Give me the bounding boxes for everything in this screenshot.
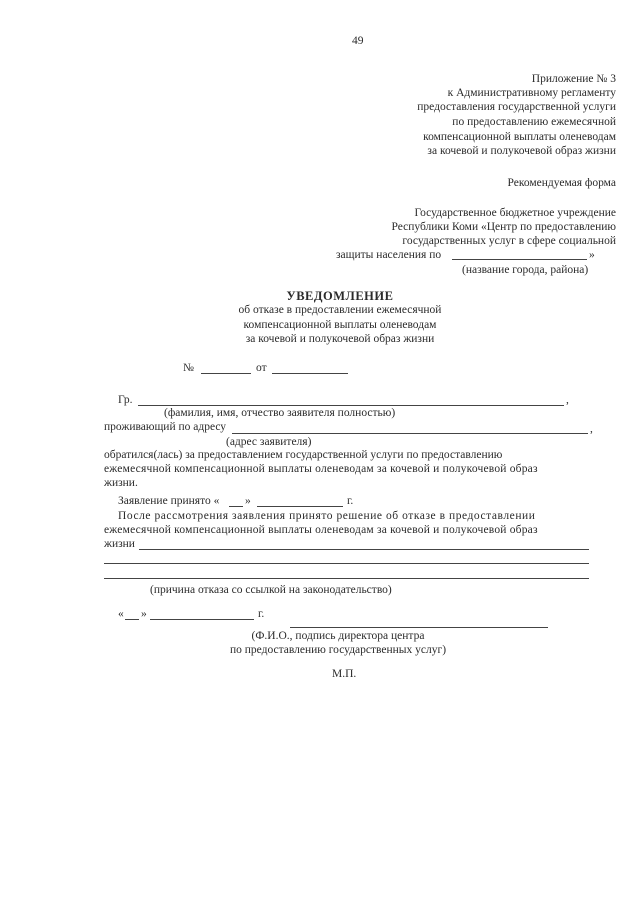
accepted-prefix: Заявление принято « [118,495,220,507]
signature-date-suffix: г. [258,608,265,620]
citizen-name-blank[interactable] [138,405,564,406]
address-blank[interactable] [232,433,588,434]
signature-date-mid: » [141,608,147,620]
notice-title: УВЕДОМЛЕНИЕ [286,289,394,303]
header-line-6: за кочевой и полукочевой образ жизни [427,145,616,157]
accepted-suffix: г. [347,495,354,507]
notice-subtitle-1: об отказе в предоставлении ежемесячной [238,304,442,316]
header-line-5: компенсационной выплаты оленеводам [423,131,616,143]
paragraph2-line-3: жизни [104,538,135,550]
stamp-label: М.П. [332,668,357,680]
form-label: Рекомендуемая форма [507,177,616,189]
institution-line-3: государственных услуг в сфере социальной [402,235,616,247]
reason-blank-3[interactable] [104,578,589,579]
citizen-label: Гр. [118,394,133,406]
paragraph1-line-1: обратился(лась) за предоставлением государственной услуги по предоставлению [104,449,503,461]
header-line-2: к Административному регламенту [447,87,616,99]
address-label: проживающий по адресу [104,421,227,433]
header-line-3: предоставления государственной услуги [417,101,616,113]
reason-blank-2[interactable] [104,563,589,564]
citizen-comma: , [566,394,569,406]
accepted-day-blank[interactable] [229,506,243,507]
city-caption: (название города, района) [462,264,589,276]
notice-subtitle-3: за кочевой и полукочевой образ жизни [245,333,435,345]
paragraph1-line-3: жизни. [104,477,138,489]
institution-line-2: Республики Коми «Центр по предоставлению [391,221,616,233]
city-blank[interactable] [452,259,587,260]
notice-subtitle-2: компенсационной выплаты оленеводам [243,319,437,331]
citizen-caption: (фамилия, имя, отчество заявителя полностью) [164,407,396,419]
address-caption: (адрес заявителя) [226,436,312,448]
accepted-mid: » [245,495,251,507]
signature-month-blank[interactable] [150,619,254,620]
institution-line-4: защиты населения по [336,249,442,261]
reason-caption: (причина отказа со ссылкой на законодательство) [150,584,392,596]
header-line-4: по предоставлению ежемесячной [452,116,616,128]
address-comma: , [590,423,593,435]
signature-blank[interactable] [290,627,548,628]
institution-line-1: Государственное бюджетное учреждение [414,207,616,219]
signature-caption-1: (Ф.И.О., подпись директора центра [251,630,425,642]
notice-date-blank[interactable] [272,373,348,374]
paragraph2-line-2: ежемесячной компенсационной выплаты оленеводам за кочевой и полукочевой образ [104,524,538,536]
signature-day-blank[interactable] [125,619,139,620]
accepted-month-blank[interactable] [257,506,343,507]
notice-number-blank[interactable] [201,373,251,374]
notice-date-label: от [256,362,267,374]
signature-caption-2: по предоставлению государственных услуг) [229,644,447,656]
reason-blank-1[interactable] [139,549,589,550]
header-line-1: Приложение № 3 [531,73,616,85]
paragraph2-line-1: После рассмотрения заявления принято решение об отказе в предоставлении [118,510,536,522]
paragraph1-line-2: ежемесячной компенсационной выплаты оленеводам за кочевой и полукочевой образ [104,463,538,475]
notice-number-label: № [183,362,194,374]
page-number: 49 [352,35,364,47]
signature-date-prefix: « [118,608,124,620]
institution-end-quote: » [589,249,595,261]
